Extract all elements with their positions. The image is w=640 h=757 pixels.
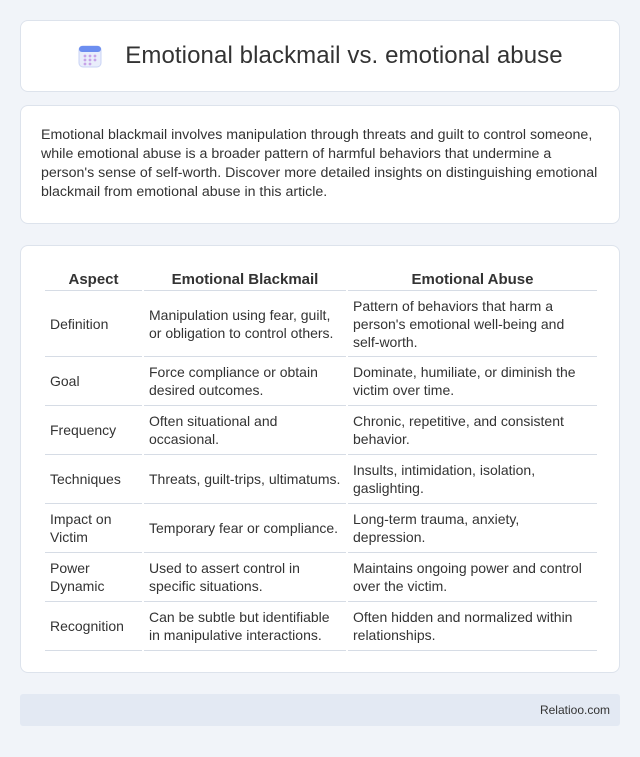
footer	[20, 694, 620, 726]
header-emotional-abuse: Emotional Abuse	[348, 266, 597, 291]
row-aspect: Frequency	[45, 406, 142, 455]
row-abuse: Long-term trauma, anxiety, depression.	[348, 504, 597, 553]
row-blackmail: Often situational and occasional.	[144, 406, 346, 455]
row-aspect: Recognition	[45, 602, 142, 651]
footer-brand[interactable]: Relatioo.com	[539, 703, 610, 717]
title-card	[20, 20, 620, 92]
row-aspect: Power Dynamic	[45, 553, 142, 602]
table-row	[45, 291, 597, 357]
intro-card	[20, 105, 620, 224]
comparison-table-card	[20, 245, 620, 673]
comparison-table	[43, 266, 599, 651]
table-row	[45, 553, 597, 602]
row-blackmail: Can be subtle but identifiable in manipulative interactions.	[144, 602, 346, 651]
row-aspect: Techniques	[45, 455, 142, 504]
table-header-row	[45, 266, 597, 291]
row-aspect: Goal	[45, 357, 142, 406]
row-blackmail: Threats, guilt-trips, ultimatums.	[144, 455, 346, 504]
intro-paragraph: Emotional blackmail involves manipulation through threats and guilt to control someone, while emotional abuse is a broader pattern of harmful behaviors that undermine a person's sense of self-worth. Discover more detailed insights on distinguishing emotional blackmail from emotional abuse in this article.	[41, 127, 598, 200]
header-emotional-blackmail: Emotional Blackmail	[144, 266, 346, 291]
row-abuse: Maintains ongoing power and control over the victim.	[348, 553, 597, 602]
row-blackmail: Manipulation using fear, guilt, or obligation to control others.	[144, 291, 346, 357]
row-blackmail: Force compliance or obtain desired outcomes.	[144, 357, 346, 406]
table-row	[45, 504, 597, 553]
row-abuse: Dominate, humiliate, or diminish the victim over time.	[348, 357, 597, 406]
row-blackmail: Temporary fear or compliance.	[144, 504, 346, 553]
table-row	[45, 357, 597, 406]
row-abuse: Insults, intimidation, isolation, gaslighting.	[348, 455, 597, 504]
table-row	[45, 406, 597, 455]
row-abuse: Often hidden and normalized within relationships.	[348, 602, 597, 651]
header-aspect: Aspect	[45, 266, 142, 291]
row-blackmail: Used to assert control in specific situations.	[144, 553, 346, 602]
row-aspect: Definition	[45, 291, 142, 357]
table-row	[45, 602, 597, 651]
row-abuse: Chronic, repetitive, and consistent behavior.	[348, 406, 597, 455]
table-row	[45, 455, 597, 504]
page-title: Emotional blackmail vs. emotional abuse	[125, 42, 563, 69]
row-aspect: Impact on Victim	[45, 504, 142, 553]
calendar-icon	[77, 43, 103, 69]
row-abuse: Pattern of behaviors that harm a person's emotional well-being and self-worth.	[348, 291, 597, 357]
